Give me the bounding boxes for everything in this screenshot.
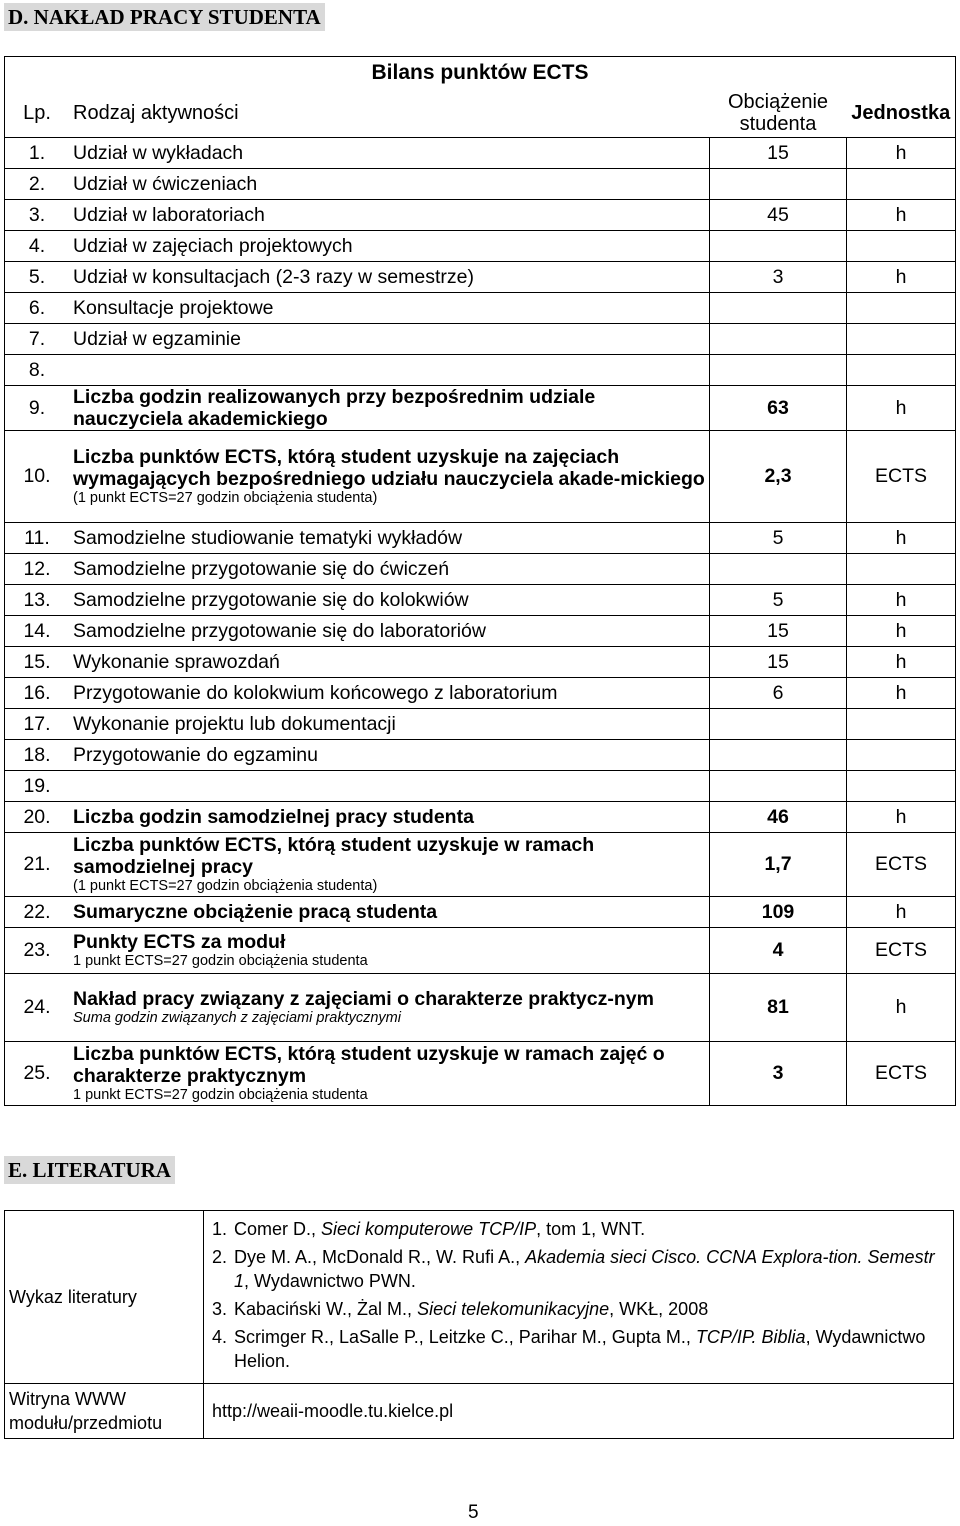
table-row [5,138,956,169]
literature-publisher: , tom 1, WNT. [536,1219,646,1239]
section-e-heading: E. LITERATURA [4,1156,175,1184]
table-row [5,616,956,647]
row-activity-text: Liczba godzin samodzielnej pracy studenta [73,806,474,828]
row-load: 81 [710,974,847,1042]
row-lp: 21. [5,833,70,897]
row-activity-text: Liczba punktów ECTS, którą student uzyskuje w ramach zajęć o charakterze praktycznym [73,1043,665,1087]
table-row [5,771,956,802]
table-row [5,974,956,1042]
row-lp: 18. [5,740,70,771]
row-unit: h [847,897,956,928]
table-row [5,647,956,678]
header-load [710,89,847,138]
page-number: 5 [468,1502,479,1523]
row-load: 46 [710,802,847,833]
row-activity [69,231,710,262]
table-row [5,324,956,355]
row-activity-text: Udział w ćwiczeniach [73,172,258,195]
row-activity [69,709,710,740]
row-activity [69,616,710,647]
literature-authors: Comer D., [234,1219,322,1239]
row-activity [69,974,710,1042]
row-lp: 5. [5,262,70,293]
row-load [710,324,847,355]
row-activity-text: Przygotowanie do egzaminu [73,743,318,766]
row-activity [69,386,710,431]
row-load [710,740,847,771]
row-activity [69,523,710,554]
row-load: 5 [710,523,847,554]
row-activity [69,897,710,928]
row-note: Suma godzin związanych z zajęciami praktycznymi [73,1010,401,1026]
row-activity [69,771,710,802]
literature-item-text [234,1217,645,1241]
table-row [5,200,956,231]
row-unit [847,231,956,262]
literature-item-number: 4. [212,1327,228,1347]
table-title-row [5,57,956,90]
row-unit: h [847,802,956,833]
row-load: 4 [710,928,847,974]
table-row [5,293,956,324]
row-load: 15 [710,138,847,169]
row-lp: 22. [5,897,70,928]
header-unit: Jednostka [847,89,956,138]
table-row [5,928,956,974]
literature-item-text [234,1297,708,1321]
literature-publisher: , Wydawnictwo Helion. [234,1327,926,1371]
row-lp: 25. [5,1042,70,1106]
table-row [5,523,956,554]
row-load: 5 [710,585,847,616]
row-activity-text: Liczba punktów ECTS, którą student uzyskuje w ramach samodzielnej pracy [73,834,595,878]
www-label: Witryna WWW modułu/przedmiotu [5,1384,204,1439]
row-activity [69,647,710,678]
row-load [710,771,847,802]
row-load: 109 [710,897,847,928]
literature-publisher: , Wydawnictwo PWN. [244,1271,416,1291]
row-lp: 1. [5,138,70,169]
www-row [5,1384,954,1439]
row-activity-text: Liczba punktów ECTS, którą student uzyskuje na zajęciach wymagających bezpośredniego udziału nauczyciela akade-mickiego [73,446,705,490]
row-unit: h [847,138,956,169]
row-load: 1,7 [710,833,847,897]
row-unit [847,709,956,740]
literature-authors: Dye M. A., McDonald R., W. Rufi A., [234,1247,526,1267]
row-lp: 13. [5,585,70,616]
row-activity-text: Samodzielne przygotowanie się do ćwiczeń [73,557,450,580]
row-unit [847,293,956,324]
row-activity [69,138,710,169]
literature-item-text [234,1325,945,1373]
row-unit: h [847,262,956,293]
literature-label: Wykaz literatury [5,1211,204,1384]
row-activity [69,802,710,833]
row-unit: h [847,974,956,1042]
row-activity [69,928,710,974]
literature-title: Sieci telekomunikacyjne [417,1299,610,1319]
row-unit: h [847,386,956,431]
row-lp: 11. [5,523,70,554]
table-row [5,431,956,523]
row-unit [847,324,956,355]
row-unit: ECTS [847,1042,956,1106]
row-lp: 4. [5,231,70,262]
table-row [5,169,956,200]
row-load: 3 [710,262,847,293]
row-lp: 14. [5,616,70,647]
row-lp: 23. [5,928,70,974]
row-note: 1 punkt ECTS=27 godzin obciążenia studenta [73,953,368,969]
row-lp: 15. [5,647,70,678]
row-load: 2,3 [710,431,847,523]
row-activity [69,833,710,897]
row-activity [69,431,710,523]
literature-title: TCP/IP. Biblia [695,1327,806,1347]
row-unit [847,169,956,200]
row-activity-text: Samodzielne przygotowanie się do kolokwiów [73,588,469,611]
row-activity [69,1042,710,1106]
row-unit: h [847,647,956,678]
row-lp: 19. [5,771,70,802]
table-row [5,585,956,616]
row-unit: ECTS [847,928,956,974]
row-activity-text: Udział w laboratoriach [73,203,265,226]
row-activity [69,678,710,709]
row-lp: 20. [5,802,70,833]
row-activity-text: Udział w wykładach [73,141,244,164]
row-activity [69,293,710,324]
header-lp: Lp. [5,89,70,138]
row-lp: 24. [5,974,70,1042]
header-load-line2: studenta [739,113,817,135]
row-unit [847,554,956,585]
row-load: 6 [710,678,847,709]
row-activity-text: Udział w egzaminie [73,327,241,350]
row-activity [69,740,710,771]
row-load [710,554,847,585]
row-lp: 10. [5,431,70,523]
row-activity [69,585,710,616]
table-row [5,740,956,771]
table-row [5,709,956,740]
literature-publisher: , WKŁ, 2008 [609,1299,709,1319]
row-activity-text: Sumaryczne obciążenie pracą studenta [73,901,438,923]
literature-item [212,1217,945,1241]
table-row [5,262,956,293]
row-lp: 8. [5,355,70,386]
literature-item-number: 3. [212,1299,228,1319]
row-load [710,709,847,740]
row-lp: 17. [5,709,70,740]
row-note: (1 punkt ECTS=27 godzin obciążenia studenta) [73,490,378,506]
literature-list-cell [204,1211,954,1384]
row-activity [69,262,710,293]
row-activity-text: Przygotowanie do kolokwium końcowego z laboratorium [73,681,558,704]
row-load: 15 [710,616,847,647]
literature-title: Akademia sieci Cisco. CCNA Explora-tion. Semestr 1 [234,1247,935,1291]
row-unit [847,740,956,771]
row-unit: h [847,585,956,616]
row-lp: 2. [5,169,70,200]
row-activity-text: Liczba godzin realizowanych przy bezpośrednim udziale nauczyciela akademickiego [73,386,596,430]
row-activity-text: Punkty ECTS za moduł [73,931,286,953]
row-activity-text: Udział w zajęciach projektowych [73,234,353,257]
row-activity [69,200,710,231]
table-row [5,802,956,833]
row-activity [69,324,710,355]
row-activity-text: Udział w konsultacjach (2-3 razy w semestrze) [73,265,474,288]
row-unit: h [847,616,956,647]
row-unit [847,771,956,802]
row-activity-text: Samodzielne przygotowanie się do laboratoriów [73,619,486,642]
row-activity-text: Wykonanie sprawozdań [73,650,280,673]
row-load: 15 [710,647,847,678]
row-activity-text: Konsultacje projektowe [73,296,274,319]
table-row [5,554,956,585]
table-title: Bilans punktów ECTS [5,57,956,90]
literature-table [4,1210,954,1439]
literature-item-number: 1. [212,1219,228,1239]
section-d-heading: D. NAKŁAD PRACY STUDENTA [4,3,325,31]
row-activity-text: Samodzielne studiowanie tematyki wykładów [73,526,463,549]
literature-item-number: 2. [212,1247,228,1267]
row-lp: 16. [5,678,70,709]
row-load [710,293,847,324]
literature-item [212,1297,945,1321]
table-row [5,1042,956,1106]
literature-item [212,1325,945,1373]
row-load: 3 [710,1042,847,1106]
literature-item-text [234,1245,945,1293]
row-load [710,355,847,386]
row-load [710,169,847,200]
row-unit: h [847,523,956,554]
row-lp: 12. [5,554,70,585]
literature-authors: Scrimger R., LaSalle P., Leitzke C., Parihar M., Gupta M., [234,1327,696,1347]
row-unit: h [847,678,956,709]
row-lp: 9. [5,386,70,431]
table-row [5,355,956,386]
table-row [5,386,956,431]
table-row [5,897,956,928]
row-load: 45 [710,200,847,231]
row-activity [69,355,710,386]
table-row [5,678,956,709]
row-unit: ECTS [847,833,956,897]
table-header-row [5,89,956,138]
row-lp: 3. [5,200,70,231]
row-activity [69,554,710,585]
row-note: (1 punkt ECTS=27 godzin obciążenia studenta) [73,878,378,894]
header-load-line1: Obciążenie [727,91,829,113]
ects-balance-table [4,56,956,1106]
row-unit: ECTS [847,431,956,523]
literature-authors: Kabaciński W., Żal M., [234,1299,418,1319]
row-unit: h [847,200,956,231]
row-activity-text: Nakład pracy związany z zajęciami o charakterze praktycz-nym [73,988,654,1010]
literature-list [212,1217,945,1373]
www-url[interactable]: http://weaii-moodle.tu.kielce.pl [204,1384,954,1439]
row-activity [69,169,710,200]
row-load [710,231,847,262]
row-unit [847,355,956,386]
literature-item [212,1245,945,1293]
table-row [5,231,956,262]
row-note: 1 punkt ECTS=27 godzin obciążenia studenta [73,1087,368,1103]
literature-row [5,1211,954,1384]
header-activity: Rodzaj aktywności [73,101,239,124]
table-row [5,833,956,897]
row-lp: 6. [5,293,70,324]
row-lp: 7. [5,324,70,355]
row-load: 63 [710,386,847,431]
literature-title: Sieci komputerowe TCP/IP [321,1219,537,1239]
row-activity-text: Wykonanie projektu lub dokumentacji [73,712,396,735]
